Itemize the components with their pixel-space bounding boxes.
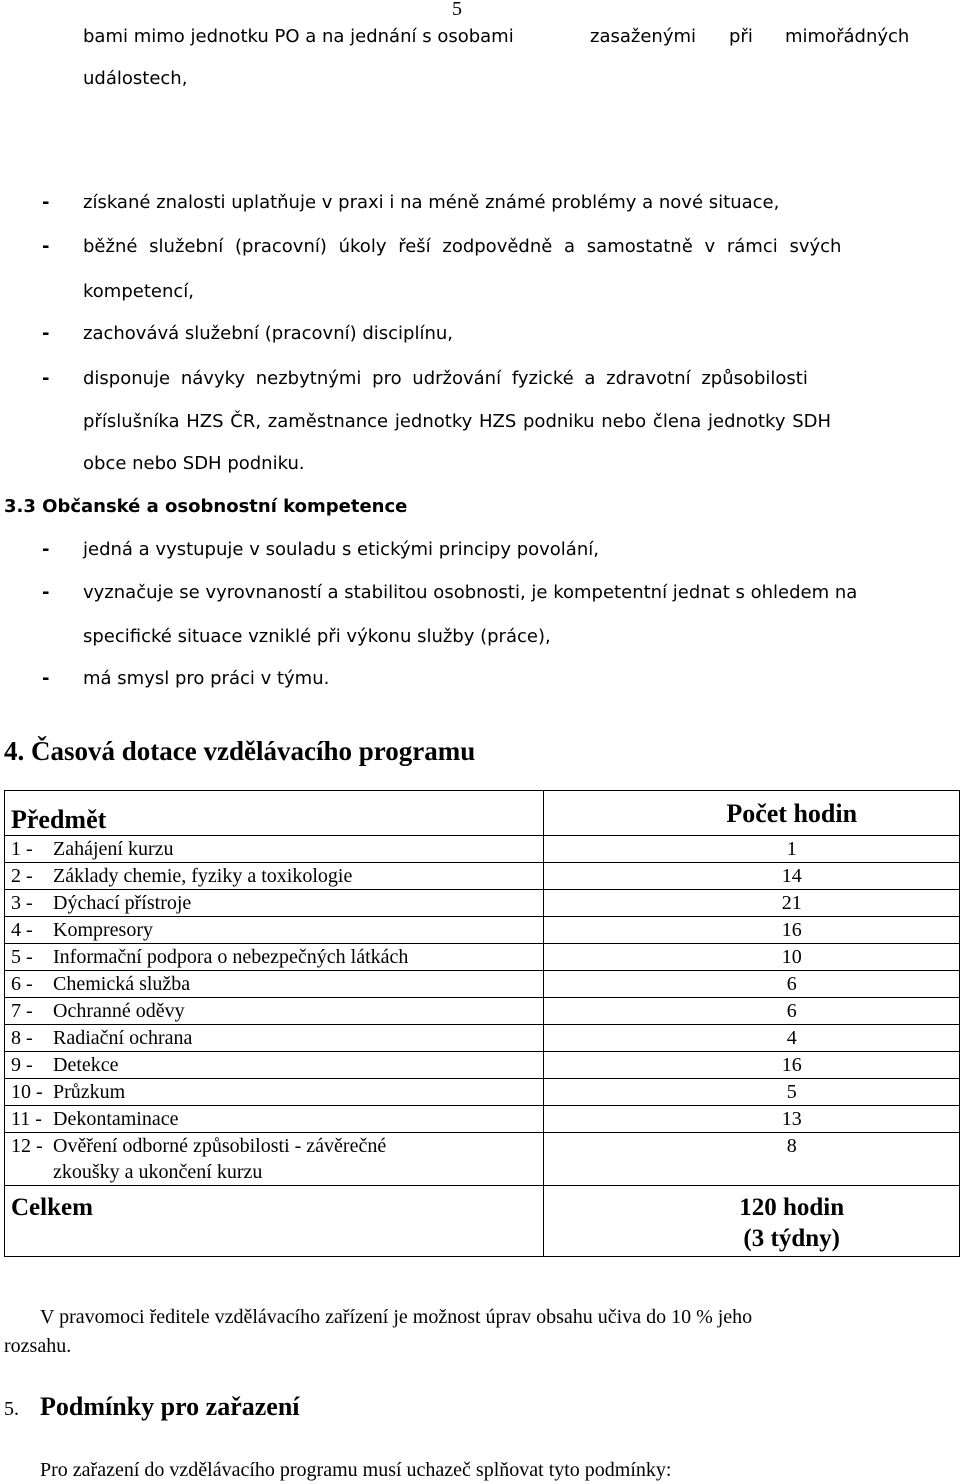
row-number: 10 - (11, 1081, 43, 1103)
bullet-text-cont: obce nebo SDH podniku. (83, 453, 305, 474)
section-3-3-title: 3.3 Občanské a osobnostní kompetence (4, 496, 408, 517)
row-hours: 4 (544, 1025, 960, 1052)
table-row (5, 998, 960, 1025)
final-line: Pro zařazení do vzdělávacího programu musí uchazeč splňovat tyto podmínky: (40, 1459, 672, 1481)
row-subject: Zahájení kurzu (53, 838, 174, 860)
bullet-text-cont: specifické situace vzniklé při výkonu služby (práce), (83, 626, 551, 647)
row-hours: 6 (544, 971, 960, 998)
total-label: Celkem (5, 1186, 544, 1257)
row-hours: 8 (544, 1133, 960, 1186)
row-number: 6 - (11, 973, 33, 995)
row-number: 3 - (11, 892, 33, 914)
table-row (5, 1052, 960, 1079)
bullet-dash: - (42, 539, 50, 560)
bullet-dash: - (42, 323, 50, 344)
row-number: 1 - (11, 838, 33, 860)
note-line-1: V pravomoci ředitele vzdělávacího zařízení je možnost úprav obsahu učiva do 10 % jeho (40, 1306, 753, 1328)
section-5-title: Podmínky pro zařazení (40, 1392, 300, 1421)
row-number: 5 - (11, 946, 33, 968)
row-hours: 16 (544, 917, 960, 944)
intro-line-1a: bami mimo jednotku PO a na jednání s osobami (83, 26, 514, 47)
row-number: 11 - (11, 1108, 42, 1130)
table-row (5, 971, 960, 998)
bullet-text-cont: kompetencí, (83, 281, 194, 302)
intro-line-1c: při (729, 26, 753, 47)
header-hours: Počet hodin (544, 791, 960, 836)
bullet-text: má smysl pro práci v týmu. (83, 668, 330, 689)
table-row (5, 1025, 960, 1052)
bullet-dash: - (42, 582, 50, 603)
row-subject: Radiační ochrana (53, 1027, 193, 1049)
row-hours: 6 (544, 998, 960, 1025)
row-hours: 13 (544, 1106, 960, 1133)
bullet-dash: - (42, 192, 50, 213)
row-subject: Detekce (53, 1054, 119, 1076)
intro-line-1d: mimořádných (785, 26, 910, 47)
row-hours: 16 (544, 1052, 960, 1079)
total-hours-value: 120 hodin (739, 1194, 845, 1221)
bullet-text: jedná a vystupuje v souladu s etickými principy povolání, (83, 539, 599, 560)
bullet-text: běžné služební (pracovní) úkoly řeší zodpovědně a samostatně v rámci svých (83, 236, 842, 257)
hours-table (4, 790, 960, 1257)
row-hours: 14 (544, 863, 960, 890)
row-subject: Informační podpora o nebezpečných látkách (53, 946, 409, 968)
row-number: 2 - (11, 865, 33, 887)
bullet-dash: - (42, 668, 50, 689)
table-row (5, 917, 960, 944)
section-4-title: 4. Časová dotace vzdělávacího programu (4, 736, 476, 766)
row-number: 9 - (11, 1054, 33, 1076)
page-number: 5 (452, 0, 462, 20)
row-subject: Chemická služba (53, 973, 191, 995)
row-subject: Kompresory (53, 919, 153, 941)
note-line-2: rozsahu. (4, 1335, 72, 1357)
row-hours: 10 (544, 944, 960, 971)
bullet-dash: - (42, 236, 50, 257)
row-hours: 21 (544, 890, 960, 917)
row-subject: Ochranné oděvy (53, 1000, 185, 1022)
section-5-number: 5. (4, 1398, 19, 1420)
row-number: 7 - (11, 1000, 33, 1022)
row-subject: Ověření odborné způsobilosti - závěrečné (53, 1135, 387, 1157)
row-subject-cont: zkoušky a ukončení kurzu (53, 1161, 263, 1183)
bullet-text: zachovává služební (pracovní) disciplínu, (83, 323, 454, 344)
table-row (5, 836, 960, 863)
table-row (5, 944, 960, 971)
row-number: 8 - (11, 1027, 33, 1049)
total-hours (544, 1186, 960, 1257)
bullet-dash: - (42, 368, 50, 389)
bullet-text-cont: příslušníka HZS ČR, zaměstnance jednotky HZS podniku nebo člena jednotky SDH (83, 411, 832, 432)
row-number: 4 - (11, 919, 33, 941)
row-number: 12 - (11, 1135, 43, 1157)
bullet-text: vyznačuje se vyrovnaností a stabilitou osobnosti, je kompetentní jednat s ohledem na (83, 582, 858, 603)
table-row (5, 863, 960, 890)
row-subject: Dýchací přístroje (53, 892, 192, 914)
row-subject: Průzkum (53, 1081, 126, 1103)
bullet-text: získané znalosti uplatňuje v praxi i na méně známé problémy a nové situace, (83, 192, 780, 213)
table-row (5, 1079, 960, 1106)
table-row (5, 890, 960, 917)
row-subject: Základy chemie, fyziky a toxikologie (53, 865, 353, 887)
header-subject: Předmět (5, 791, 544, 836)
table-row (5, 1106, 960, 1133)
table-row (5, 1133, 960, 1186)
row-hours: 5 (544, 1079, 960, 1106)
total-weeks-value: (3 týdny) (743, 1225, 840, 1252)
intro-line-2: událostech, (83, 68, 188, 89)
intro-line-1b: zasaženými (590, 26, 697, 47)
row-hours: 1 (544, 836, 960, 863)
bullet-text: disponuje návyky nezbytnými pro udržování fyzické a zdravotní způsobilosti (83, 368, 808, 389)
row-subject: Dekontaminace (53, 1108, 179, 1130)
table-total-row (5, 1186, 960, 1257)
table-header-row (5, 791, 960, 836)
